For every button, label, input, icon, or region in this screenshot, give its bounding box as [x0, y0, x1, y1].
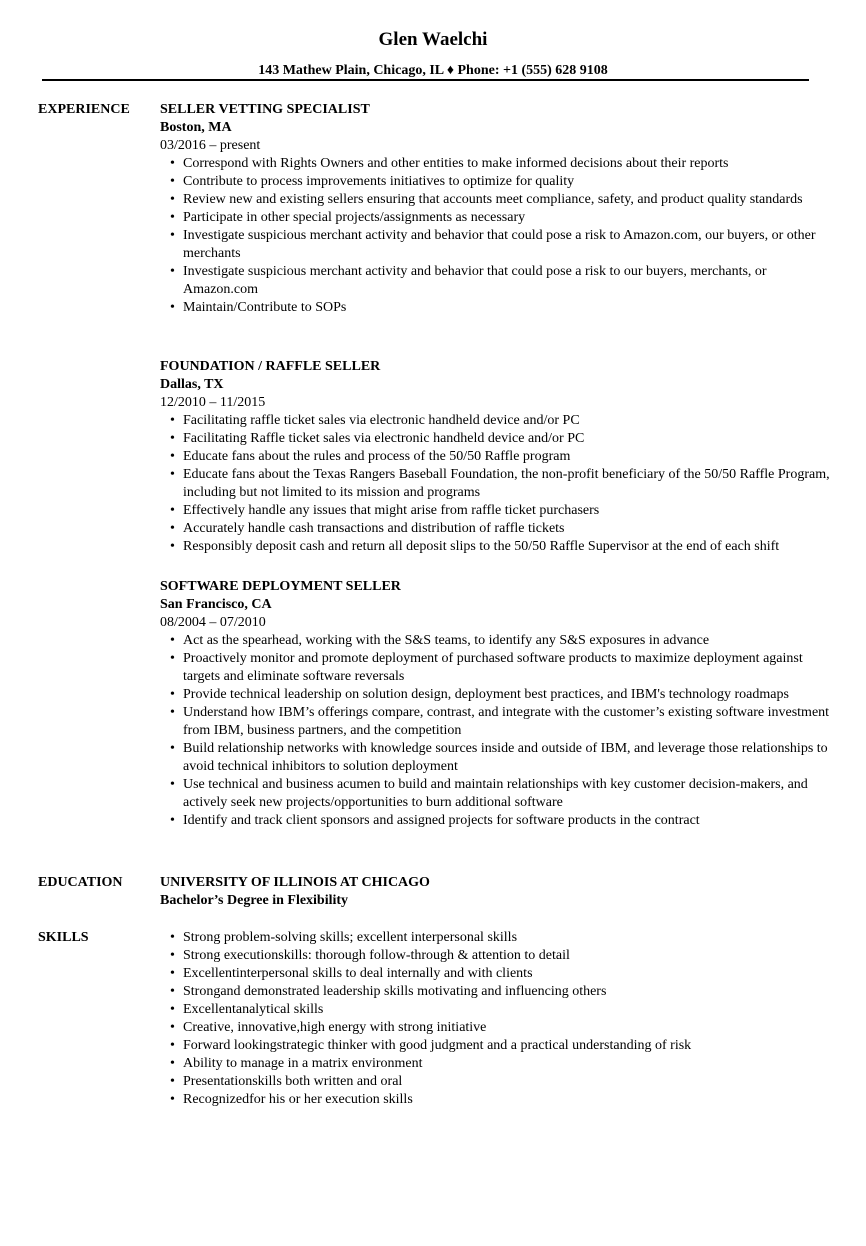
job-title: SOFTWARE DEPLOYMENT SELLER [160, 579, 401, 594]
skills-block [160, 929, 830, 1109]
list-item: • Forward lookingstrategic thinker with good judgment and a practical understanding of risk [160, 1037, 830, 1055]
list-item: • Correspond with Rights Owners and other entities to make informed decisions about their reports [160, 155, 830, 173]
education-label: EDUCATION [38, 875, 123, 890]
job-1 [160, 101, 830, 317]
list-item: • Strongand demonstrated leadership skills motivating and influencing others [160, 983, 830, 1001]
list-item: • Effectively handle any issues that might arise from raffle ticket purchasers [160, 502, 830, 520]
job-3 [160, 578, 830, 830]
list-item: • Act as the spearhead, working with the S&S teams, to identify any S&S exposures in advance [160, 632, 830, 650]
job-dates: 12/2010 – 11/2015 [160, 395, 266, 410]
list-item: • Educate fans about the Texas Rangers Baseball Foundation, the non-profit beneficiary of the 50/50 Raffle Program, including but not limited to its mission and programs [160, 466, 830, 502]
job-bullets [160, 412, 830, 556]
resume-name: Glen Waelchi [378, 29, 488, 50]
list-item: • Provide technical leadership on solution design, deployment best practices, and IBM's technology roadmaps [160, 686, 830, 704]
list-item: • Facilitating Raffle ticket sales via electronic handheld device and/or PC [160, 430, 830, 448]
job-bullets [160, 632, 830, 830]
education-block [160, 874, 830, 910]
list-item: • Recognizedfor his or her execution skills [160, 1091, 830, 1109]
list-item: • Facilitating raffle ticket sales via electronic handheld device and/or PC [160, 412, 830, 430]
list-item: • Build relationship networks with knowledge sources inside and outside of IBM, and leverage those relationships to avoid technical inhibitors to solution deployment [160, 740, 830, 776]
job-location: Boston, MA [160, 120, 232, 135]
list-item: • Excellentanalytical skills [160, 1001, 830, 1019]
school-name: UNIVERSITY OF ILLINOIS AT CHICAGO [160, 875, 430, 890]
list-item: • Identify and track client sponsors and assigned projects for software products in the contract [160, 812, 830, 830]
list-item: • Presentationskills both written and oral [160, 1073, 830, 1091]
list-item: • Investigate suspicious merchant activity and behavior that could pose a risk to our buyers, merchants, or Amazon.com [160, 263, 830, 299]
job-location: Dallas, TX [160, 377, 224, 392]
list-item: • Strong problem-solving skills; excellent interpersonal skills [160, 929, 830, 947]
job-location: San Francisco, CA [160, 597, 272, 612]
header-divider [42, 79, 809, 81]
list-item: • Participate in other special projects/assignments as necessary [160, 209, 830, 227]
list-item: • Contribute to process improvements initiatives to optimize for quality [160, 173, 830, 191]
list-item: • Ability to manage in a matrix environment [160, 1055, 830, 1073]
contact-line: 143 Mathew Plain, Chicago, IL ♦ Phone: +1 (555) 628 9108 [258, 63, 608, 78]
skills-list [160, 929, 830, 1109]
list-item: • Review new and existing sellers ensuring that accounts meet compliance, safety, and product quality standards [160, 191, 830, 209]
experience-label: EXPERIENCE [38, 102, 130, 117]
job-title: FOUNDATION / RAFFLE SELLER [160, 359, 381, 374]
job-bullets [160, 155, 830, 317]
list-item: • Strong executionskills: thorough follow-through & attention to detail [160, 947, 830, 965]
list-item: • Educate fans about the rules and process of the 50/50 Raffle program [160, 448, 830, 466]
list-item: • Proactively monitor and promote deployment of purchased software products to maximize deployment against targets and eliminate software reversals [160, 650, 830, 686]
degree: Bachelor’s Degree in Flexibility [160, 893, 349, 908]
list-item: • Excellentinterpersonal skills to deal internally and with clients [160, 965, 830, 983]
list-item: • Responsibly deposit cash and return all deposit slips to the 50/50 Raffle Supervisor at the end of each shift [160, 538, 830, 556]
list-item: • Creative, innovative,high energy with strong initiative [160, 1019, 830, 1037]
skills-label: SKILLS [38, 930, 89, 945]
list-item: • Understand how IBM’s offerings compare, contrast, and integrate with the customer’s existing software investment from IBM, business partners, and the competition [160, 704, 830, 740]
list-item: • Use technical and business acumen to build and maintain relationships with key customer decision-makers, and actively seek new projects/opportunities to burn additional software [160, 776, 830, 812]
job-dates: 08/2004 – 07/2010 [160, 615, 266, 630]
job-title: SELLER VETTING SPECIALIST [160, 102, 370, 117]
list-item: • Investigate suspicious merchant activity and behavior that could pose a risk to Amazon.com, our buyers, or other merchants [160, 227, 830, 263]
list-item: • Maintain/Contribute to SOPs [160, 299, 830, 317]
job-dates: 03/2016 – present [160, 138, 261, 153]
list-item: • Accurately handle cash transactions and distribution of raffle tickets [160, 520, 830, 538]
job-2 [160, 358, 830, 556]
